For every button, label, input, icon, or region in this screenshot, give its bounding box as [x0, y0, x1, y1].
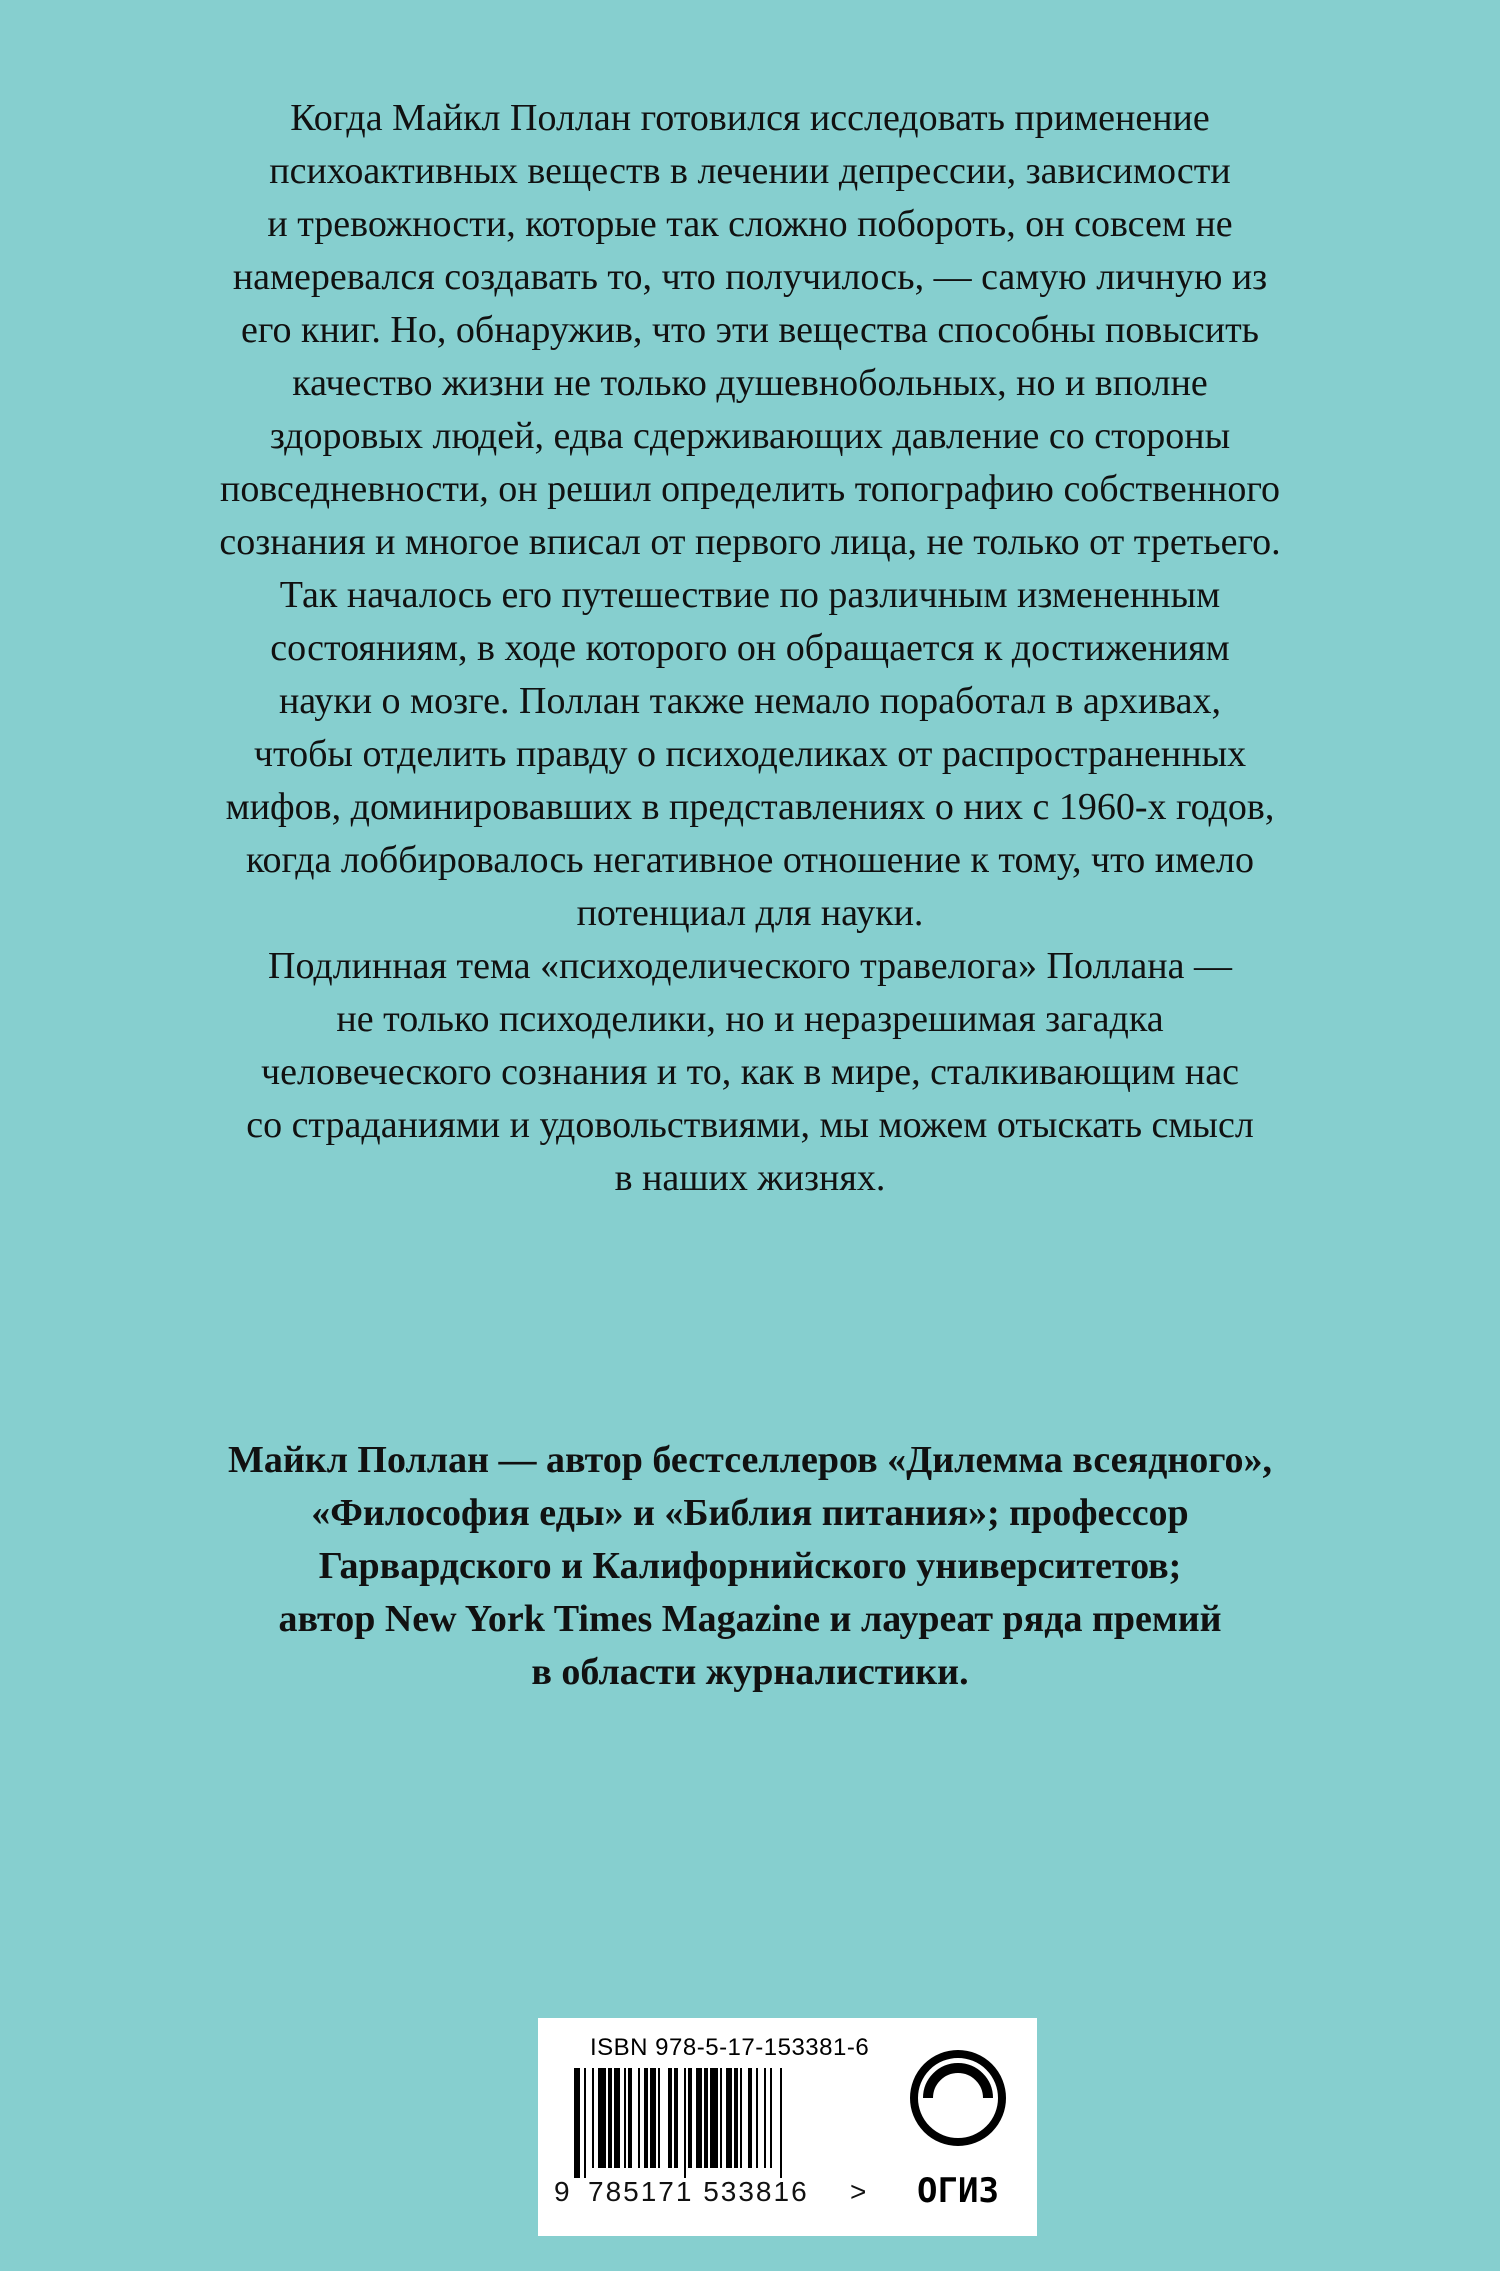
description-line: психоактивных веществ в лечении депрессии, зависимости — [269, 150, 1231, 192]
description-line: качество жизни не только душевнобольных, но и вполне — [292, 362, 1208, 404]
barcode-bar — [674, 2068, 678, 2168]
barcode-digits: 785171 533816 — [588, 2176, 809, 2207]
description-line: Подлинная тема «психоделического травелога» Поллана — — [268, 945, 1232, 987]
barcode-bar — [740, 2068, 742, 2168]
description-line: потенциал для науки. — [576, 892, 924, 934]
author-bio-line: «Философия еды» и «Библия питания»; профессор — [311, 1492, 1189, 1534]
barcode-bar — [748, 2068, 752, 2168]
description-line: состояниям, в ходе которого он обращается к достижениям — [270, 627, 1230, 669]
barcode-bar — [726, 2068, 732, 2168]
barcode-bar — [614, 2068, 620, 2168]
description-line: мифов, доминировавших в представлениях о них с 1960-х годов, — [225, 786, 1275, 828]
isbn-label: ISBN 978-5-17-153381-6 — [590, 2034, 870, 2061]
author-bio-line: в области журналистики. — [531, 1651, 969, 1693]
description-line: науки о мозге. Поллан также немало поработал в архивах, — [278, 680, 1222, 722]
description-line: чтобы отделить правду о психоделиках от распространенных — [253, 733, 1247, 775]
barcode-bar — [688, 2068, 692, 2168]
barcode-bar — [770, 2068, 772, 2168]
author-bio-line: Гарвардского и Калифорнийского университетов; — [318, 1545, 1182, 1587]
barcode-bar — [598, 2068, 606, 2168]
barcode-bar — [650, 2068, 656, 2168]
barcode-bar — [756, 2068, 758, 2168]
description-line: со страданиями и удовольствиями, мы можем отыскать смысл — [246, 1104, 1254, 1146]
barcode-arrow: > — [850, 2176, 867, 2207]
author-bio — [40, 1434, 1460, 1699]
barcode-bar — [720, 2068, 722, 2168]
barcode-bar — [684, 2068, 686, 2178]
barcode-bar — [644, 2068, 648, 2168]
author-bio-line: Майкл Поллан — автор бестселлеров «Дилемма всеядного», — [227, 1439, 1273, 1481]
description-line: и тревожности, которые так сложно побороть, он совсем не — [267, 203, 1233, 245]
description-line: когда лоббировалось негативное отношение к тому, что имело — [246, 839, 1254, 881]
svg-text:ОГИЗ: ОГИЗ — [917, 2171, 999, 2211]
barcode-bar — [628, 2068, 632, 2168]
description-line: намеревался создавать то, что получилось, — самую личную из — [232, 256, 1268, 298]
description-line: в наших жизнях. — [614, 1157, 886, 1199]
barcode-panel — [538, 2018, 1037, 2236]
book-description — [40, 92, 1460, 1205]
barcode-bar — [696, 2068, 702, 2168]
description-line: его книг. Но, обнаружив, что эти вещества способны повысить — [240, 309, 1260, 351]
barcode-bar — [704, 2068, 708, 2168]
barcode-bar — [574, 2068, 580, 2178]
barcode-bar — [658, 2068, 660, 2168]
barcode-first-digit: 9 — [554, 2176, 570, 2207]
barcode-bar — [624, 2068, 626, 2168]
barcode-bar — [780, 2068, 782, 2178]
author-bio-line: автор New York Times Magazine и лауреат ряда премий — [278, 1598, 1222, 1640]
barcode-bar — [592, 2068, 594, 2168]
description-line: не только психоделики, но и неразрешимая загадка — [336, 998, 1164, 1040]
description-line: сознания и многое вписал от первого лица, не только от третьего. — [219, 521, 1281, 563]
ogiz-logo-icon — [908, 2042, 1008, 2222]
description-line: человеческого сознания и то, как в мире, сталкивающим нас — [261, 1051, 1239, 1093]
barcode-bar — [608, 2068, 612, 2168]
barcode-bar — [584, 2068, 586, 2178]
description-line: Когда Майкл Поллан готовился исследовать применение — [290, 97, 1210, 139]
description-line: здоровых людей, едва сдерживающих давление со стороны — [269, 415, 1231, 457]
barcode-bar — [638, 2068, 640, 2168]
description-line: Так началось его путешествие по различным измененным — [279, 574, 1221, 616]
barcode-bar — [764, 2068, 766, 2168]
barcode-icon — [574, 2068, 864, 2178]
barcode-bar — [734, 2068, 738, 2168]
barcode-bar — [710, 2068, 718, 2168]
barcode-bar — [668, 2068, 672, 2168]
description-line: повседневности, он решил определить топографию собственного — [219, 468, 1281, 510]
